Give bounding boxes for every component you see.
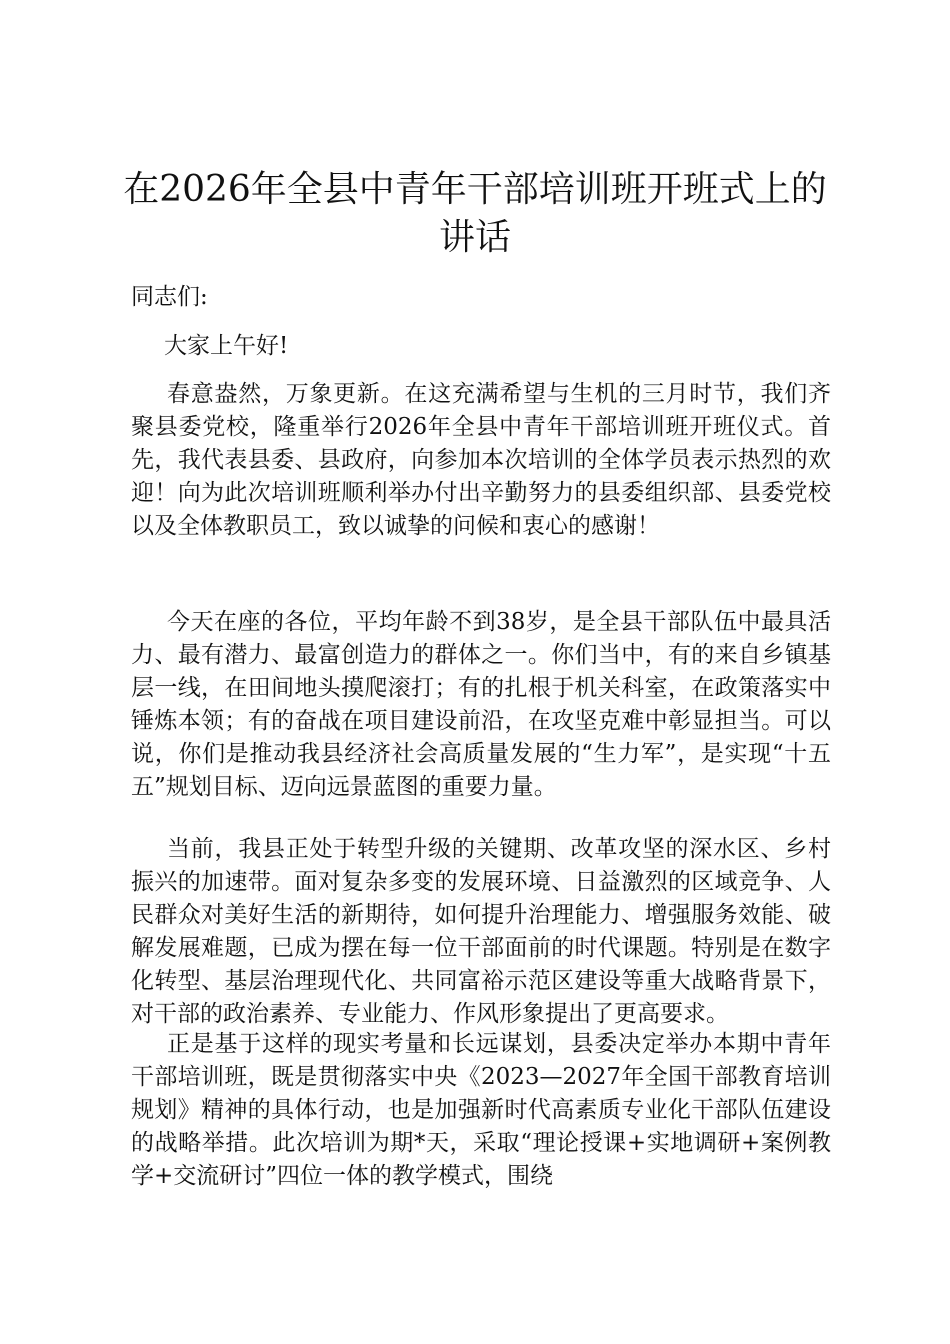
body-paragraph-4: 正是基于这样的现实考量和长远谋划，县委决定举办本期中青年干部培训班，既是贯彻落实中央《2023—2027年全国干部教育培训规划》精神的具体行动，也是加强新时代高素质专业化干部队伍建设的战略举措。此次培训为期*天，采取“理论授课+实地调研+案例教学+交流研讨”四位一体的教学模式，围绕 xyxy=(131,1031,831,1189)
greeting: 大家上午好! xyxy=(164,333,289,359)
body-paragraph-1: 春意盎然，万象更新。在这充满希望与生机的三月时节，我们齐聚县委党校，隆重举行2026年全县中青年干部培训班开班仪式。首先，我代表县委、县政府，向参加本次培训的全体学员表示热烈的欢迎！向为此次培训班顺利举办付出辛勤努力的县委组织部、县委党校以及全体教职员工，致以诚挚的问候和衷心的感谢！ xyxy=(131,381,831,539)
document-title: 在2026年全县中青年干部培训班开班式上的讲话 xyxy=(123,169,827,258)
body-paragraph-3: 当前，我县正处于转型升级的关键期、改革攻坚的深水区、乡村振兴的加速带。面对复杂多变的发展环境、日益激烈的区域竞争、人民群众对美好生活的新期待，如何提升治理能力、增强服务效能、破解发展难题，已成为摆在每一位干部面前的时代课题。特别是在数字化转型、基层治理现代化、共同富裕示范区建设等重大战略背景下，对干部的政治素养、专业能力、作风形象提出了更高要求。 xyxy=(131,836,831,1027)
body-paragraph-2: 今天在座的各位，平均年龄不到38岁，是全县干部队伍中最具活力、最有潜力、最富创造力的群体之一。你们当中，有的来自乡镇基层一线，在田间地头摸爬滚打；有的扎根于机关科室，在政策落实中锤炼本领；有的奋战在项目建设前沿，在攻坚克难中彰显担当。可以说，你们是推动我县经济社会高质量发展的“生力军”，是实现“十五五”规划目标、迈向远景蓝图的重要力量。 xyxy=(131,609,831,800)
salutation: 同志们: xyxy=(131,284,208,310)
